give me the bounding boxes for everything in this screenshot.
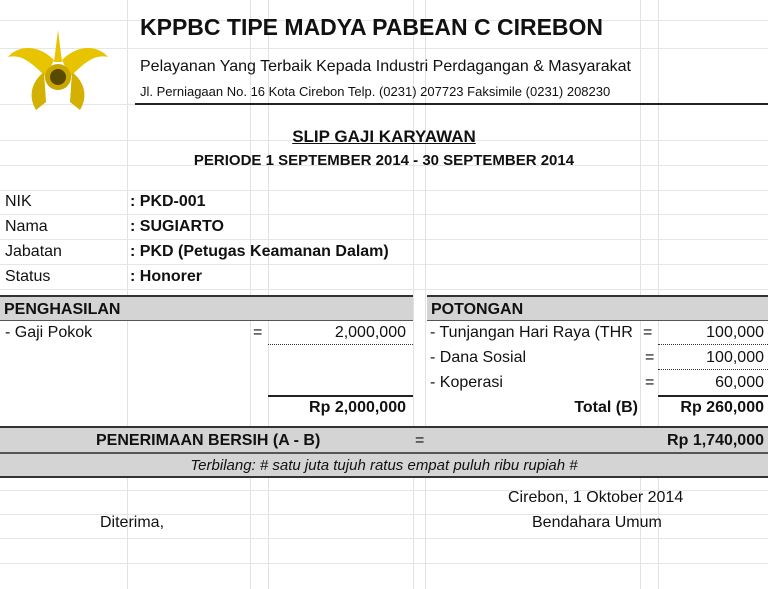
cooperative-value: 60,000: [715, 374, 764, 391]
slip-period: PERIODE 1 SEPTEMBER 2014 - 30 SEPTEMBER 2014: [193, 152, 575, 169]
social-fund-value: 100,000: [706, 349, 764, 366]
basic-salary-equals: =: [253, 324, 263, 341]
received-label: Diterima,: [100, 514, 165, 531]
net-pay-label: PENERIMAAN BERSIH (A - B): [96, 432, 321, 449]
deductions-total-label: Total (B): [574, 399, 638, 416]
income-header-label: PENGHASILAN: [4, 301, 121, 318]
cooperative-label: - Koperasi: [430, 374, 503, 391]
thr-equals: =: [643, 324, 653, 341]
net-pay-equals: =: [415, 432, 425, 449]
tagline: Pelayanan Yang Terbaik Kepada Industri Perdagangan & Masyarakat: [140, 58, 631, 75]
social-fund-equals: =: [645, 349, 655, 366]
place-date: Cirebon, 1 Oktober 2014: [508, 489, 684, 506]
income-total: Rp 2,000,000: [309, 399, 406, 416]
nik-label: NIK: [5, 193, 32, 210]
thr-value: 100,000: [706, 324, 764, 341]
deductions-total: Rp 260,000: [680, 399, 764, 416]
header-divider: [135, 103, 768, 105]
treasurer-label: Bendahara Umum: [532, 514, 662, 531]
position-value: : PKD (Petugas Keamanan Dalam): [130, 243, 389, 260]
thr-label: - Tunjangan Hari Raya (THR: [430, 324, 633, 341]
nik-value: : PKD-001: [130, 193, 206, 210]
address: Jl. Perniagaan No. 16 Kota Cirebon Telp. (0231) 207723 Faksimile (0231) 208230: [140, 84, 611, 99]
status-label: Status: [5, 268, 51, 285]
income-header: [0, 295, 413, 321]
social-fund-label: - Dana Sosial: [430, 349, 527, 366]
office-title: KPPBC TIPE MADYA PABEAN C CIREBON: [140, 14, 604, 40]
status-value: : Honorer: [130, 268, 202, 285]
name-label: Nama: [5, 218, 48, 235]
amount-in-words: Terbilang: # satu juta tujuh ratus empat puluh ribu rupiah #: [190, 457, 578, 474]
position-label: Jabatan: [5, 243, 62, 260]
deductions-header-label: POTONGAN: [431, 301, 524, 318]
amount-in-words-row: [0, 453, 768, 478]
basic-salary-value: 2,000,000: [334, 324, 406, 341]
slip-title: SLIP GAJI KARYAWAN: [292, 127, 476, 146]
net-pay-row: [0, 426, 768, 453]
name-value: : SUGIARTO: [130, 218, 224, 235]
basic-salary-label: - Gaji Pokok: [5, 324, 93, 341]
deductions-header: [427, 295, 768, 321]
cooperative-equals: =: [645, 374, 655, 391]
net-pay-value: Rp 1,740,000: [667, 432, 764, 449]
customs-emblem-logo: [6, 22, 110, 112]
